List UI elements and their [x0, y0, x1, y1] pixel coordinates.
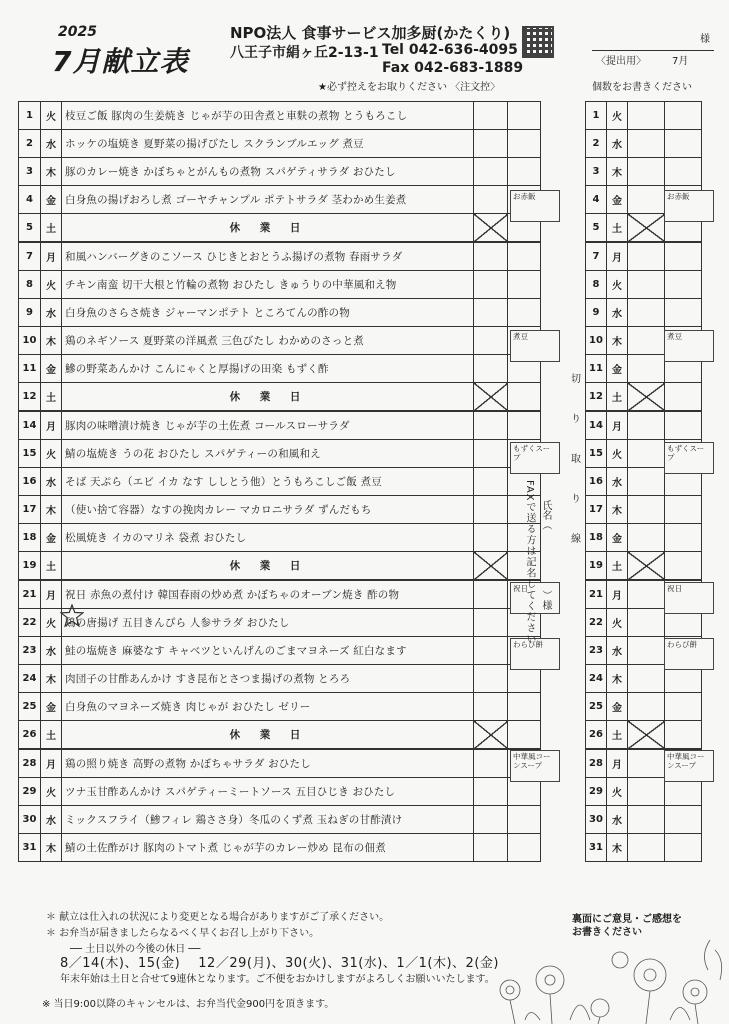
menu-items: ホッケの塩焼き 夏野菜の揚げびたし スクランブルエッグ 煮豆 — [62, 130, 474, 158]
day-number: 3 — [19, 158, 41, 186]
order-count-box[interactable] — [474, 242, 508, 271]
menu-items: 鮭の塩焼き 麻婆なす キャベツといんげんのごまマヨネーズ 紅白なます — [62, 637, 474, 665]
weekday: 木 — [41, 665, 62, 693]
weekday: 木 — [41, 158, 62, 186]
day-number: 19 — [19, 552, 41, 581]
option-box — [508, 806, 541, 834]
weekday: 水 — [41, 637, 62, 665]
order-count-box[interactable] — [628, 102, 665, 130]
closed-day-label: 休 業 日 — [62, 383, 474, 412]
option-box — [508, 693, 541, 721]
weekday: 金 — [41, 524, 62, 552]
order-weekday: 金 — [607, 524, 628, 552]
day-number: 22 — [19, 609, 41, 637]
opinion-note: 裏面にご意見・ご感想を お書きください — [572, 914, 682, 938]
order-count-box[interactable] — [628, 749, 665, 778]
holiday-star-icon — [60, 604, 84, 628]
qr-code-icon — [522, 26, 554, 58]
order-day-number: 30 — [586, 806, 607, 834]
order-option-box — [665, 496, 702, 524]
order-day-number: 3 — [586, 158, 607, 186]
order-count-box[interactable] — [474, 271, 508, 299]
order-day-number: 16 — [586, 468, 607, 496]
side-option-box[interactable]: もずくスープ — [510, 442, 560, 474]
submit-label: 〈提出用〉 — [596, 56, 646, 67]
order-day-number: 31 — [586, 834, 607, 862]
order-weekday: 木 — [607, 496, 628, 524]
order-row — [586, 411, 702, 440]
cut-line-label: 切 り 取 り 線 — [571, 374, 581, 545]
menu-row — [19, 214, 541, 243]
order-option-box — [665, 693, 702, 721]
menu-items: そば 天ぷら（エビ イカ なす ししとう他）とうもろこしご飯 煮豆 — [62, 468, 474, 496]
order-count-box[interactable] — [474, 327, 508, 355]
order-count-box[interactable] — [628, 806, 665, 834]
order-weekday: 月 — [607, 411, 628, 440]
menu-items: 鯖の塩焼き うの花 おひたし スパゲティーの和風和え — [62, 440, 474, 468]
name-field[interactable] — [592, 34, 714, 51]
year: 2025 — [58, 24, 97, 40]
order-row — [586, 271, 702, 299]
order-count-box[interactable] — [628, 440, 665, 468]
order-day-number: 9 — [586, 299, 607, 327]
menu-items: 松風焼き イカのマリネ 袋煮 おひたし — [62, 524, 474, 552]
order-weekday: 水 — [607, 468, 628, 496]
order-count-box[interactable] — [474, 496, 508, 524]
order-count-box[interactable] — [628, 665, 665, 693]
day-number: 17 — [19, 496, 41, 524]
order-day-number: 23 — [586, 637, 607, 665]
option-box — [508, 411, 541, 440]
order-option-box — [665, 411, 702, 440]
holiday-title: ── 土日以外の今後の休日 ── — [70, 944, 201, 955]
order-count-box — [474, 721, 508, 750]
order-day-number: 7 — [586, 242, 607, 271]
order-day-number: 29 — [586, 778, 607, 806]
menu-table — [18, 101, 541, 862]
day-number: 2 — [19, 130, 41, 158]
menu-items: チキン南蛮 切干大根と竹輪の煮物 おひたし きゅうりの中華風和え物 — [62, 271, 474, 299]
order-row — [586, 806, 702, 834]
menu-row — [19, 299, 541, 327]
eat-soon-note: ＊ お弁当が届きましたらなるべく早くお召し上がり下さい。 — [46, 928, 320, 939]
side-option-box[interactable]: 煮豆 — [664, 330, 714, 362]
order-weekday: 土 — [607, 552, 628, 581]
menu-row — [19, 524, 541, 552]
side-option-box[interactable]: もずくスープ — [664, 442, 714, 474]
order-weekday: 火 — [607, 440, 628, 468]
order-option-box — [665, 834, 702, 862]
order-day-number: 1 — [586, 102, 607, 130]
menu-row — [19, 242, 541, 271]
menu-row — [19, 468, 541, 496]
order-row — [586, 242, 702, 271]
order-option-box — [665, 158, 702, 186]
day-number: 18 — [19, 524, 41, 552]
order-row — [586, 721, 702, 750]
day-number: 23 — [19, 637, 41, 665]
order-row — [586, 496, 702, 524]
weekday: 月 — [41, 749, 62, 778]
order-count-box[interactable] — [474, 130, 508, 158]
order-day-number: 14 — [586, 411, 607, 440]
menu-items: ミックスフライ（鯵フィレ 鶏ささ身）冬瓜のくず煮 玉ねぎの甘酢漬け — [62, 806, 474, 834]
order-count-box — [628, 214, 665, 243]
order-count-box — [628, 721, 665, 750]
menu-items: 白身魚のマヨネーズ焼き 肉じゃが おひたし ゼリー — [62, 693, 474, 721]
day-number: 26 — [19, 721, 41, 750]
order-count-box — [474, 214, 508, 243]
weekday: 水 — [41, 130, 62, 158]
menu-row — [19, 665, 541, 693]
menu-items: 鯖の土佐酢がけ 豚肉のトマト煮 じゃが芋のカレー炒め 昆布の佃煮 — [62, 834, 474, 862]
address: 八王子市絹ヶ丘2-13-1 — [230, 45, 379, 61]
day-number: 1 — [19, 102, 41, 130]
day-number: 29 — [19, 778, 41, 806]
order-day-number: 10 — [586, 327, 607, 355]
order-row — [586, 299, 702, 327]
weekday: 月 — [41, 242, 62, 271]
order-option-box — [665, 524, 702, 552]
fax-instruction: FAXで送る方は記名してください — [524, 480, 535, 645]
side-option-box[interactable]: 祝日 — [510, 582, 560, 614]
day-number: 28 — [19, 749, 41, 778]
order-option-box — [665, 130, 702, 158]
order-weekday: 水 — [607, 637, 628, 665]
order-day-number: 25 — [586, 693, 607, 721]
order-row — [586, 693, 702, 721]
new-year-note: 年末年始は土日と合せて9連休となります。ご不便をおかけしますがよろしくお願いいたします。 — [60, 974, 495, 985]
day-number: 14 — [19, 411, 41, 440]
order-day-number: 12 — [586, 383, 607, 412]
order-copy-note: ★必ず控えをお取りください 〈注文控〉 — [318, 82, 501, 93]
day-number: 31 — [19, 834, 41, 862]
submit-month: 7月 — [672, 56, 689, 67]
flower-illustration — [470, 920, 729, 1024]
option-box — [508, 271, 541, 299]
order-day-number: 18 — [586, 524, 607, 552]
organization-name: NPO法人 食事サービス加多厨(かたくり) — [230, 24, 511, 42]
order-count-box[interactable] — [474, 102, 508, 130]
menu-row — [19, 693, 541, 721]
order-row — [586, 834, 702, 862]
menu-items: 祝日 赤魚の煮付け 韓国春雨の炒め煮 かぼちゃのオーブン焼き 酢の物 — [62, 580, 474, 609]
count-instruction: 個数をお書きください — [592, 82, 692, 93]
side-option-box[interactable]: 中華風コーンスープ — [510, 750, 560, 782]
order-weekday: 金 — [607, 186, 628, 214]
weekday: 金 — [41, 186, 62, 214]
order-count-box[interactable] — [474, 609, 508, 637]
side-option-box[interactable]: お赤飯 — [510, 190, 560, 222]
menu-items: 白身魚のさらさ焼き ジャーマンポテト ところてんの酢の物 — [62, 299, 474, 327]
weekday: 火 — [41, 440, 62, 468]
weekday: 月 — [41, 580, 62, 609]
order-weekday: 土 — [607, 214, 628, 243]
order-day-number: 19 — [586, 552, 607, 581]
order-day-number: 28 — [586, 749, 607, 778]
weekday: 木 — [41, 327, 62, 355]
order-count-box[interactable] — [628, 834, 665, 862]
order-day-number: 26 — [586, 721, 607, 750]
order-row — [586, 552, 702, 581]
order-weekday: 木 — [607, 158, 628, 186]
cancel-policy: ※ 当日9:00以降のキャンセルは、お弁当代金900円を頂きます。 — [42, 999, 335, 1010]
option-box — [508, 158, 541, 186]
weekday: 水 — [41, 806, 62, 834]
menu-row — [19, 806, 541, 834]
weekday: 金 — [41, 355, 62, 383]
fax-name-field: 氏名（ ）様 — [540, 500, 551, 610]
order-weekday: 土 — [607, 383, 628, 412]
day-number: 5 — [19, 214, 41, 243]
day-number: 24 — [19, 665, 41, 693]
fax-number: Fax 042-683-1889 — [382, 60, 524, 76]
day-number: 21 — [19, 580, 41, 609]
order-day-number: 17 — [586, 496, 607, 524]
order-count-box[interactable] — [628, 271, 665, 299]
menu-row — [19, 411, 541, 440]
order-count-box[interactable] — [474, 158, 508, 186]
order-count-box[interactable] — [628, 496, 665, 524]
weekday: 火 — [41, 778, 62, 806]
order-count-box[interactable] — [474, 355, 508, 383]
order-weekday: 月 — [607, 242, 628, 271]
side-option-box[interactable]: お赤飯 — [664, 190, 714, 222]
order-count-box[interactable] — [474, 580, 508, 609]
telephone: Tel 042-636-4095 — [382, 42, 518, 58]
menu-row — [19, 158, 541, 186]
menu-row — [19, 383, 541, 412]
weekday: 火 — [41, 271, 62, 299]
closed-day-label: 休 業 日 — [62, 214, 474, 243]
day-number: 8 — [19, 271, 41, 299]
order-count-box[interactable] — [474, 778, 508, 806]
menu-row — [19, 834, 541, 862]
order-weekday: 水 — [607, 130, 628, 158]
weekday: 木 — [41, 834, 62, 862]
holiday-dates: 8／14(木)、15(金) 12／29(月)、30(火)、31(水)、1／1(木)、2(金) — [60, 956, 499, 971]
menu-items: 鶏の唐揚げ 五目きんぴら 人参サラダ おひたし — [62, 609, 474, 637]
order-option-box — [665, 299, 702, 327]
order-count-box[interactable] — [628, 580, 665, 609]
order-option-box — [665, 242, 702, 271]
day-number: 9 — [19, 299, 41, 327]
menu-row — [19, 271, 541, 299]
order-count-box[interactable] — [474, 637, 508, 665]
menu-row — [19, 186, 541, 214]
menu-row — [19, 609, 541, 637]
order-count-box[interactable] — [474, 834, 508, 862]
order-row — [586, 524, 702, 552]
menu-items: 鶏のネギソース 夏野菜の洋風煮 三色びたし わかめのさっと煮 — [62, 327, 474, 355]
order-count-box[interactable] — [474, 186, 508, 214]
order-day-number: 4 — [586, 186, 607, 214]
weekday: 月 — [41, 411, 62, 440]
order-day-number: 21 — [586, 580, 607, 609]
menu-row — [19, 130, 541, 158]
order-count-box[interactable] — [474, 665, 508, 693]
weekday: 金 — [41, 693, 62, 721]
order-day-number: 2 — [586, 130, 607, 158]
order-weekday: 火 — [607, 609, 628, 637]
order-count-box — [628, 383, 665, 412]
order-weekday: 土 — [607, 721, 628, 750]
menu-row — [19, 355, 541, 383]
weekday: 土 — [41, 721, 62, 750]
side-option-box[interactable]: 煮豆 — [510, 330, 560, 362]
order-day-number: 5 — [586, 214, 607, 243]
order-row — [586, 102, 702, 130]
order-day-number: 11 — [586, 355, 607, 383]
order-count-box[interactable] — [474, 440, 508, 468]
order-count-box[interactable] — [628, 778, 665, 806]
menu-items: ツナ玉甘酢あんかけ スパゲティーミートソース 五目ひじき おひたし — [62, 778, 474, 806]
order-count-box[interactable] — [474, 524, 508, 552]
menu-items: 和風ハンバーグきのこソース ひじきとおとうふ揚げの煮物 春雨サラダ — [62, 242, 474, 271]
order-row — [586, 383, 702, 412]
order-weekday: 木 — [607, 665, 628, 693]
order-count-box[interactable] — [628, 637, 665, 665]
menu-items: 枝豆ご飯 豚肉の生姜焼き じゃが芋の田舎煮と車麩の煮物 とうもろこし — [62, 102, 474, 130]
menu-row — [19, 580, 541, 609]
order-count-box[interactable] — [628, 186, 665, 214]
order-count-box[interactable] — [628, 411, 665, 440]
order-weekday: 木 — [607, 834, 628, 862]
option-box — [508, 299, 541, 327]
day-number: 7 — [19, 242, 41, 271]
option-box — [508, 242, 541, 271]
day-number: 15 — [19, 440, 41, 468]
menu-row — [19, 637, 541, 665]
menu-row — [19, 102, 541, 130]
order-count-box[interactable] — [474, 693, 508, 721]
day-number: 16 — [19, 468, 41, 496]
option-box — [508, 721, 541, 750]
order-day-number: 15 — [586, 440, 607, 468]
order-count-box[interactable] — [474, 806, 508, 834]
menu-items: 豚のカレー焼き かぼちゃとがんもの煮物 スパゲティサラダ おひたし — [62, 158, 474, 186]
order-count-box[interactable] — [474, 468, 508, 496]
day-number: 30 — [19, 806, 41, 834]
order-weekday: 月 — [607, 749, 628, 778]
order-count-box — [628, 552, 665, 581]
order-option-box — [665, 721, 702, 750]
order-day-number: 8 — [586, 271, 607, 299]
weekday: 木 — [41, 496, 62, 524]
order-day-number: 22 — [586, 609, 607, 637]
menu-row — [19, 749, 541, 778]
menu-row — [19, 778, 541, 806]
order-count-box[interactable] — [628, 524, 665, 552]
day-number: 11 — [19, 355, 41, 383]
day-number: 12 — [19, 383, 41, 412]
order-count-box[interactable] — [628, 468, 665, 496]
order-weekday: 金 — [607, 693, 628, 721]
order-count-box[interactable] — [628, 327, 665, 355]
order-weekday: 月 — [607, 580, 628, 609]
order-row — [586, 130, 702, 158]
option-box — [508, 102, 541, 130]
order-option-box — [665, 102, 702, 130]
closed-day-label: 休 業 日 — [62, 552, 474, 581]
option-box — [508, 130, 541, 158]
order-weekday: 水 — [607, 806, 628, 834]
order-count-box[interactable] — [474, 299, 508, 327]
menu-row — [19, 721, 541, 750]
order-count-box[interactable] — [628, 609, 665, 637]
weekday: 水 — [41, 468, 62, 496]
menu-row — [19, 496, 541, 524]
order-count-box[interactable] — [474, 411, 508, 440]
order-weekday: 金 — [607, 355, 628, 383]
order-count-box[interactable] — [628, 242, 665, 271]
weekday: 火 — [41, 609, 62, 637]
side-option-box[interactable]: 中華風コーンスープ — [664, 750, 714, 782]
order-weekday: 火 — [607, 778, 628, 806]
side-option-box[interactable]: わらび餅 — [664, 638, 714, 670]
weekday: 土 — [41, 383, 62, 412]
order-option-box — [665, 806, 702, 834]
menu-row — [19, 327, 541, 355]
menu-row — [19, 552, 541, 581]
page-title: 7月献立表 — [52, 45, 189, 78]
order-option-box — [665, 383, 702, 412]
order-count-box[interactable] — [628, 355, 665, 383]
order-weekday: 木 — [607, 327, 628, 355]
menu-items: 鶏の照り焼き 高野の煮物 かぼちゃサラダ おひたし — [62, 749, 474, 778]
order-count-box[interactable] — [474, 749, 508, 778]
order-count-box[interactable] — [628, 299, 665, 327]
day-number: 25 — [19, 693, 41, 721]
side-option-box[interactable]: 祝日 — [664, 582, 714, 614]
order-option-box — [665, 271, 702, 299]
order-weekday: 火 — [607, 271, 628, 299]
order-count-box[interactable] — [628, 130, 665, 158]
order-weekday: 火 — [607, 102, 628, 130]
menu-items: 鰺の野菜あんかけ こんにゃくと厚揚げの田楽 もずく酢 — [62, 355, 474, 383]
order-count-box — [474, 383, 508, 412]
order-count-box[interactable] — [628, 693, 665, 721]
menu-items: 肉団子の甘酢あんかけ すき昆布とさつま揚げの煮物 とろろ — [62, 665, 474, 693]
weekday: 火 — [41, 102, 62, 130]
order-count-box[interactable] — [628, 158, 665, 186]
weekday: 土 — [41, 552, 62, 581]
option-box — [508, 834, 541, 862]
order-option-box — [665, 552, 702, 581]
menu-items: 白身魚の揚げおろし煮 ゴーヤチャンプル ポテトサラダ 茎わかめ生姜煮 — [62, 186, 474, 214]
menu-change-note: ＊ 献立は仕入れの状況により変更となる場合がありますがご了承ください。 — [46, 912, 390, 923]
option-box — [508, 383, 541, 412]
side-option-box[interactable]: わらび餅 — [510, 638, 560, 670]
closed-day-label: 休 業 日 — [62, 721, 474, 750]
order-weekday: 水 — [607, 299, 628, 327]
honorific-label: 様 — [700, 34, 710, 45]
order-count-box — [474, 552, 508, 581]
menu-row — [19, 440, 541, 468]
weekday: 土 — [41, 214, 62, 243]
day-number: 10 — [19, 327, 41, 355]
order-day-number: 24 — [586, 665, 607, 693]
menu-items: 豚肉の味噌漬け焼き じゃが芋の土佐煮 コールスローサラダ — [62, 411, 474, 440]
day-number: 4 — [19, 186, 41, 214]
order-row — [586, 158, 702, 186]
weekday: 水 — [41, 299, 62, 327]
menu-items: （使い捨て容器）なすの挽肉カレー マカロニサラダ ずんだもち — [62, 496, 474, 524]
